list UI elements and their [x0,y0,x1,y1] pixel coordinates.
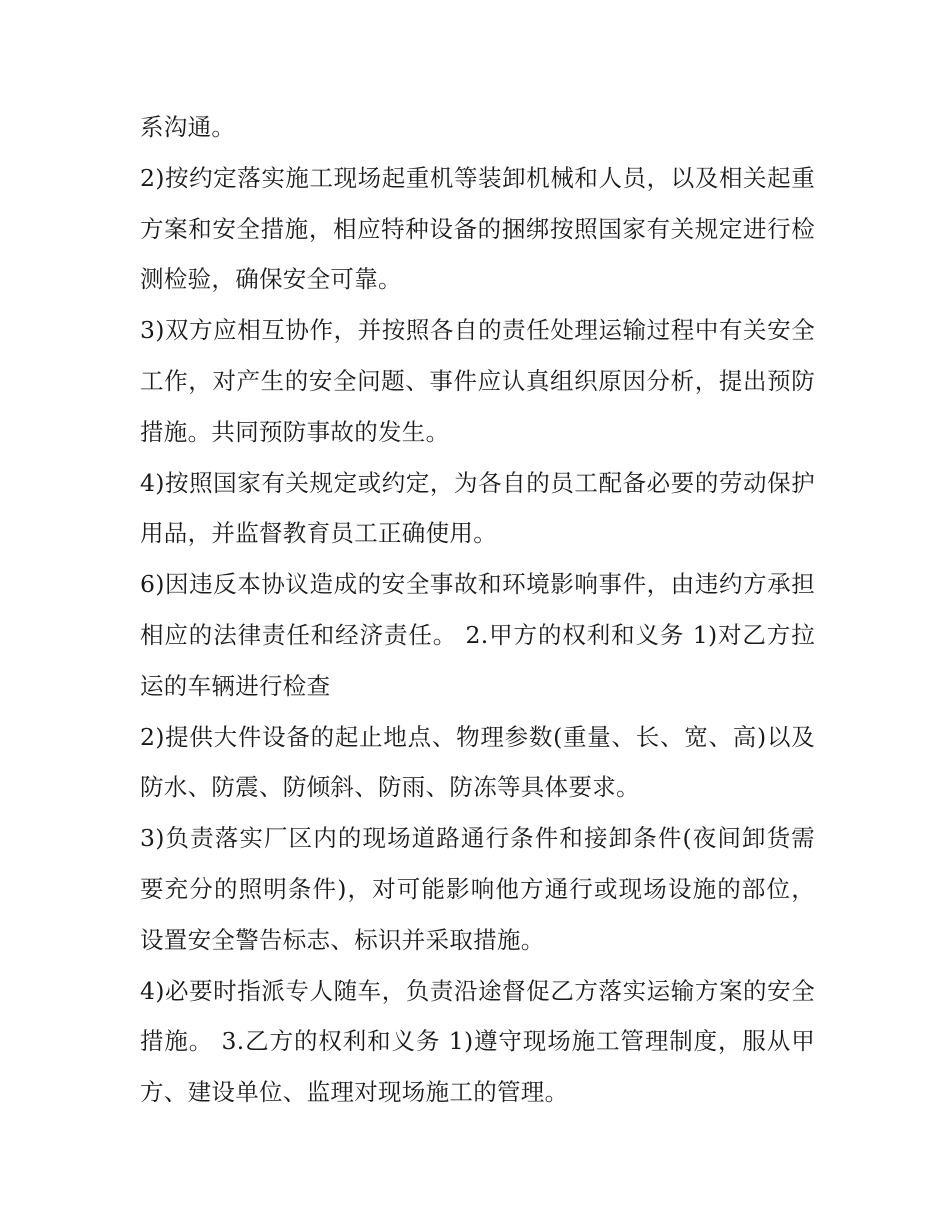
paragraph-continuation: 系沟通。 [140,113,236,141]
paragraph-clause-4: 4)按照国家有关规定或约定，为各自的员工配备必要的劳动保护用品，并监督教育员工正确使用。 [140,468,815,548]
paragraph-party-a-3: 3)负责落实厂区内的现场道路通行条件和接卸条件(夜间卸货需要充分的照明条件)，对可能影响他方通行或现场设施的部位，设置安全警告标志、标识并采取措施。 [140,824,815,954]
paragraph-party-a-4: 4)必要时指派专人随车，负责沿途督促乙方落实运输方案的安全措施。 3.乙方的权利和义务 1)遵守现场施工管理制度，服从甲方、建设单位、监理对现场施工的管理。 [140,976,815,1107]
paragraph-clause-2: 2)按约定落实施工现场起重机等装卸机械和人员，以及相关起重方案和安全措施，相应特种设备的捆绑按照国家有关规定进行检测检验，确保安全可靠。 [140,163,815,294]
paragraph-party-a-2: 2)提供大件设备的起止地点、物理参数(重量、长、宽、高)以及防水、防震、防倾斜、防雨、防冻等具体要求。 [140,722,815,802]
document-body [140,102,815,1118]
paragraph-clause-3: 3)双方应相互协作，并按照各自的责任处理运输过程中有关安全工作，对产生的安全问题、事件应认真组织原因分析，提出预防措施。共同预防事故的发生。 [140,316,815,446]
paragraph-clause-6: 6)因违反本协议造成的安全事故和环境影响事件，由违约方承担相应的法律责任和经济责任。 2.甲方的权利和义务 1)对乙方拉运的车辆进行检查 [140,570,815,700]
